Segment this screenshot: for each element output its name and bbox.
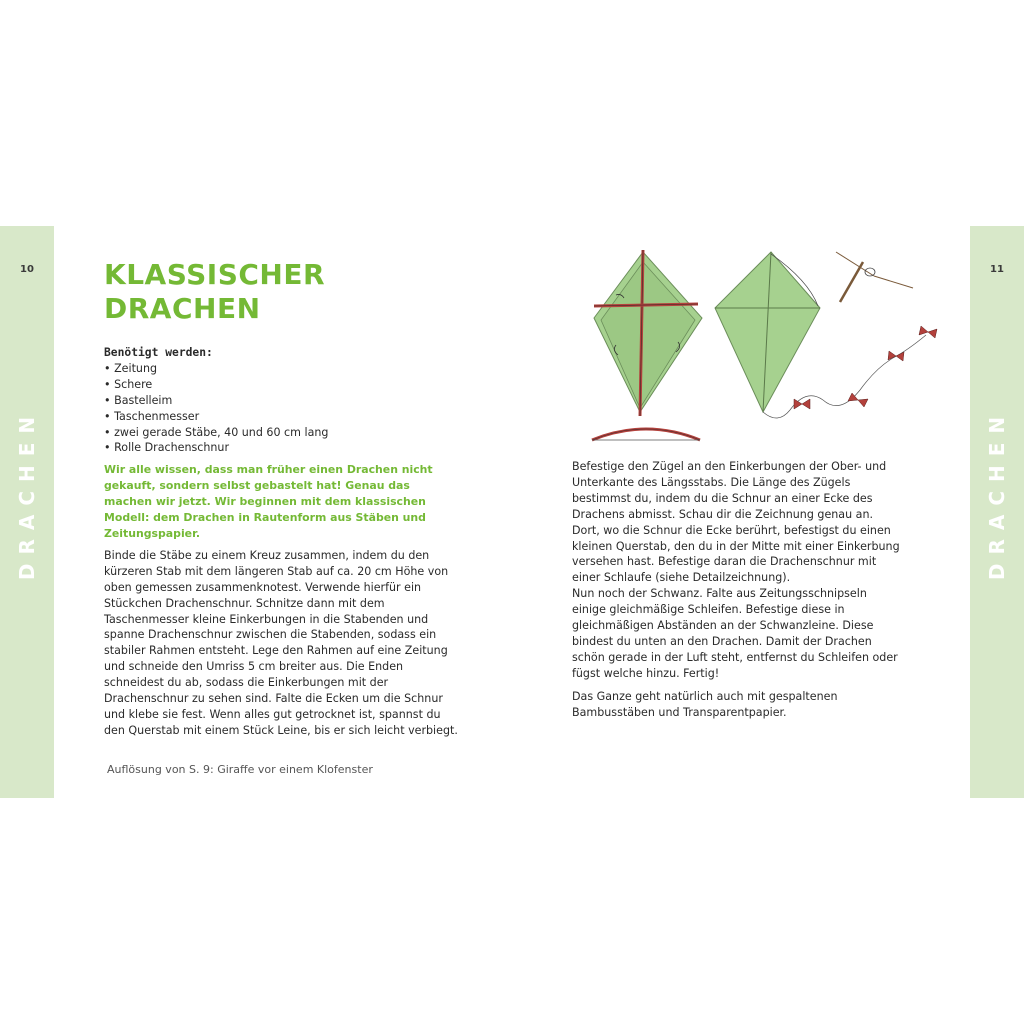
right-side-strip [970, 226, 1024, 798]
title-line-1: KLASSISCHER [104, 258, 326, 291]
materials-heading: Benötigt werden: [104, 346, 213, 359]
tail-paragraph: Nun noch der Schwanz. Falte aus Zeitungsschnipseln einige gleichmäßige Schleifen. Befestige diese in gleichmäßigen Abständen an der Schwanzleine. Diese bindest du unten an den Drachen. Damit der Drachen schön gerade in der Luft steht, entfernst du Schleifen oder fügst welche hinzu. Fertig! [572, 587, 898, 680]
page-number-left: 10 [20, 264, 34, 275]
right-column [572, 459, 902, 721]
materials-item: • Rolle Drachenschnur [104, 440, 460, 456]
materials-item: • zwei gerade Stäbe, 40 und 60 cm lang [104, 425, 460, 441]
title-line-2: DRACHEN [104, 292, 261, 325]
side-label-right: DRACHEN [985, 407, 1009, 581]
finished-kite-drawing [715, 252, 926, 418]
materials-item: • Schere [104, 377, 460, 393]
materials-list [104, 361, 460, 456]
page-number-right: 11 [990, 264, 1004, 275]
body-paragraph: Binde die Stäbe zu einem Kreuz zusammen, indem du den kürzeren Stab mit dem längeren Stab auf ca. 20 cm Höhe von oben gemessen zusammenknotest. Verwende hierfür ein Stückchen Drachenschnur. Schnitze dann mit dem Taschenmesser kleine Einkerbungen in die Stabenden und spanne Drachenschnur zwischen die Stabenden, sodass ein stabiler Rahmen entsteht. Lege den Rahmen auf eine Zeitung und schneide den Umriss 5 cm breiter aus. Die Enden schneidest du ab, sodass die Einkerbungen mit der Drachenschnur zu sehen sind. Falte die Ecken um die Schnur und klebe sie fest. Wenn alles gut getrocknet ist, spannst du den Querstab mit einem Stück Leine, bis er sich leicht verbiegt. [104, 548, 458, 737]
materials-item: • Bastelleim [104, 393, 460, 409]
side-label-left: DRACHEN [15, 407, 39, 581]
riddle-caption: Auflösung von S. 9: Giraffe vor einem Klofenster [107, 763, 373, 776]
kite-illustration [578, 240, 958, 450]
intro-paragraph: Wir alle wissen, dass man früher einen Drachen nicht gekauft, sondern selbst gebastelt hat! Genau das machen wir jetzt. Wir beginnen mit dem klassischen Modell: dem Drachen in Rautenform aus Stäben und Zeitungspapier. [104, 463, 433, 540]
bamboo-paragraph: Das Ganze geht natürlich auch mit gespaltenen Bambusstäben und Transparentpapier. [572, 689, 838, 719]
detail-crossbar-drawing [836, 252, 913, 302]
bridle-paragraph: Befestige den Zügel an den Einkerbungen der Ober- und Unterkante des Längsstabs. Die Länge des Zügels bestimmst du, indem du die Schnur an einer Ecke des Drachens abmisst. Schau dir die Zeichnung genau an. Dort, wo die Schnur die Ecke berührt, befestigst du einen kleinen Querstab, den du in der Mitte mit einer Einkerbung versehen hast. Befestige daran die Drachenschnur mit einer Schlaufe (siehe Detailzeichnung). [572, 460, 900, 585]
materials-item: • Taschenmesser [104, 409, 460, 425]
page-title [104, 258, 325, 326]
materials-item: • Zeitung [104, 361, 460, 377]
left-side-strip [0, 226, 54, 798]
left-column [104, 345, 460, 739]
kite-frame-drawing [594, 250, 702, 416]
